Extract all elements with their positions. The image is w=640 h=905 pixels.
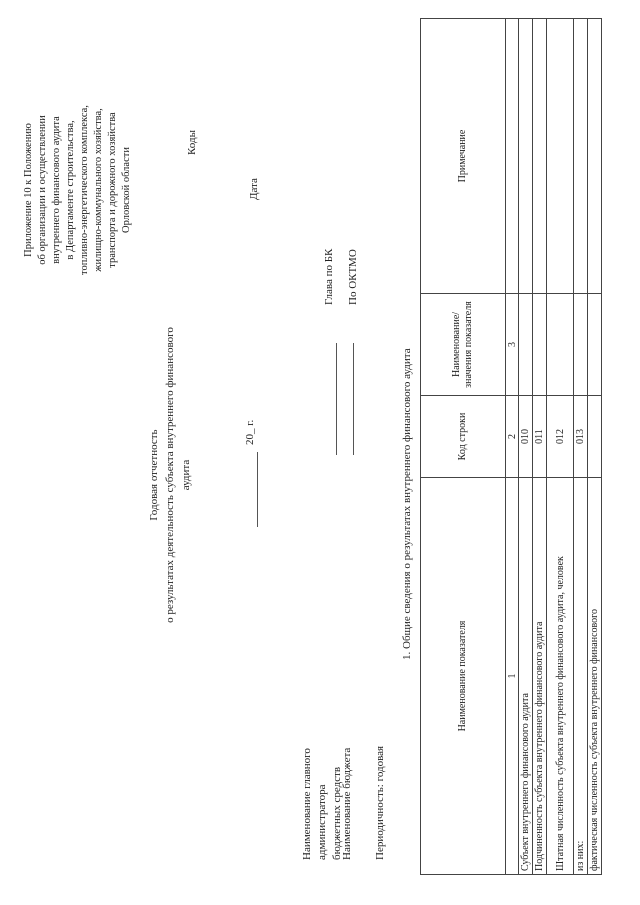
admin-label bbox=[300, 748, 345, 860]
periodicity: Периодичность: годовая bbox=[374, 745, 386, 860]
row-name: Штатная численность субъекта внутреннего финансового аудита, человек bbox=[547, 478, 574, 875]
row-code bbox=[588, 396, 602, 478]
col-number bbox=[506, 19, 519, 294]
row-code: 011 bbox=[533, 396, 547, 478]
budget-name-line bbox=[353, 343, 354, 455]
appendix-note bbox=[22, 25, 134, 355]
codes-label: Коды bbox=[186, 130, 198, 155]
title-line-2: о результатах деятельность субъекта внутреннего финансового аудита bbox=[164, 327, 192, 623]
date-code-label: Дата bbox=[248, 178, 260, 200]
row-note bbox=[519, 19, 533, 294]
row-note bbox=[533, 19, 547, 294]
row-note bbox=[574, 19, 588, 294]
admin-label-line: Наименование главного bbox=[301, 748, 313, 860]
row-name: фактическая численность субъекта внутреннего финансового bbox=[588, 478, 602, 875]
row-code: 013 bbox=[574, 396, 588, 478]
appendix-line: внутреннего финансового аудита bbox=[51, 116, 62, 264]
appendix-line: транспорта и дорожного хозяйства bbox=[107, 112, 118, 268]
col-number: 3 bbox=[506, 294, 519, 396]
date-blank-line bbox=[245, 452, 258, 527]
appendix-line: об организации и осуществлении bbox=[37, 115, 48, 265]
appendix-line: топливно-энергетического комплекса, bbox=[79, 105, 90, 275]
appendix-line: Орловской области bbox=[121, 147, 132, 233]
row-value bbox=[588, 294, 602, 396]
row-note bbox=[547, 19, 574, 294]
row-value bbox=[533, 294, 547, 396]
report-title bbox=[146, 315, 194, 635]
indicators-table bbox=[420, 18, 602, 875]
col-number: 2 bbox=[506, 396, 519, 478]
admin-label-line: бюджетных средств bbox=[331, 766, 343, 860]
row-code: 012 bbox=[547, 396, 574, 478]
header-note: Примечание bbox=[421, 19, 506, 294]
admin-label-line: администратора bbox=[316, 784, 328, 860]
header-name: Наименование показателя bbox=[421, 478, 506, 875]
row-name: Подчиненность субъекта внутреннего финансового аудита bbox=[533, 478, 547, 875]
admin-name-line bbox=[336, 343, 337, 455]
budget-label: Наименование бюджета bbox=[341, 747, 353, 860]
row-value bbox=[574, 294, 588, 396]
header-value: Наименование/ значения показателя bbox=[421, 294, 506, 396]
appendix-line: в Департаменте строительства, bbox=[65, 120, 76, 260]
header-code: Код строки bbox=[421, 396, 506, 478]
row-value bbox=[519, 294, 533, 396]
row-code: 010 bbox=[519, 396, 533, 478]
admin-code-label: Глава по БК bbox=[323, 248, 335, 305]
section-title: 1. Общие сведения о результатах внутреннего финансового аудита bbox=[401, 348, 413, 660]
col-number: 1 bbox=[506, 478, 519, 875]
budget-code-label: По ОКТМО bbox=[347, 249, 359, 305]
report-year: 20_ г. bbox=[244, 419, 256, 445]
row-value bbox=[547, 294, 574, 396]
title-line-1: Годовая отчетность bbox=[148, 429, 160, 521]
row-name: Субъект внутреннего финансового аудита bbox=[519, 478, 533, 875]
row-name: из них: bbox=[574, 478, 588, 875]
row-note bbox=[588, 19, 602, 294]
appendix-line: жилищно-коммунального хозяйства, bbox=[93, 108, 104, 272]
appendix-line: Приложение 10 к Положению bbox=[23, 123, 34, 257]
